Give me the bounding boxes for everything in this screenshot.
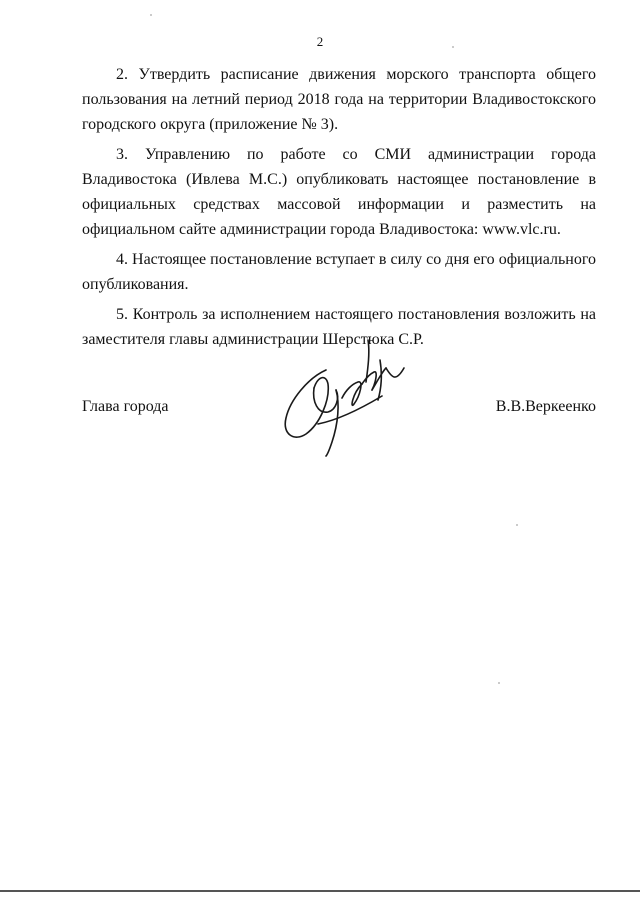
paragraph-effective-date: 4. Настоящее постановление вступает в силу со дня его официального опубликования. bbox=[82, 251, 596, 293]
position-title: Глава города bbox=[82, 398, 169, 415]
handwritten-signature-icon bbox=[278, 338, 418, 458]
document-body bbox=[82, 62, 596, 357]
scan-speck bbox=[150, 14, 152, 16]
scan-speck bbox=[498, 682, 500, 684]
page-number: 2 bbox=[316, 34, 324, 49]
paragraph-schedule-approval: 2. Утвердить расписание движения морского транспорта общего пользования на летний период 2018 года на территории Владивостокского городского округа (приложение № 3). bbox=[82, 66, 596, 133]
paragraph-media-publication: 3. Управлению по работе со СМИ администрации города Владивостока (Ивлева М.С.) опубликовать настоящее постановление в официальных средствах массовой информации и разместить на официальном сайте администрации города Владивостока: www.vlc.ru. bbox=[82, 146, 596, 238]
scan-speck bbox=[516, 524, 518, 526]
scan-speck bbox=[452, 46, 454, 48]
footer-rule bbox=[0, 890, 640, 892]
paragraph-control-assignment: 5. Контроль за исполнением настоящего постановления возложить на заместителя главы администрации Шерстюка С.Р. bbox=[82, 306, 596, 348]
signatory-name: В.В.Веркеенко bbox=[495, 398, 596, 415]
